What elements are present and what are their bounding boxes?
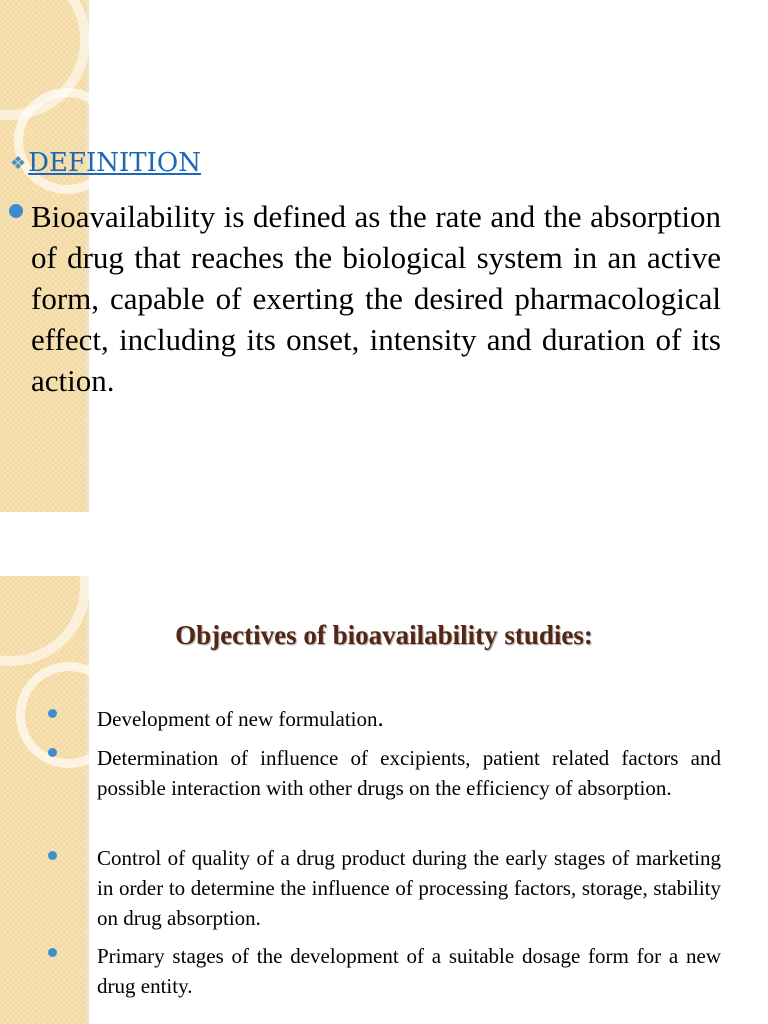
objective-period: .	[377, 705, 384, 732]
round-bullet-icon	[48, 748, 57, 757]
objectives-list	[0, 576, 768, 1024]
objectives-slide	[0, 576, 768, 1024]
objective-text: Primary stages of the development of a suitable dosage form for a new drug entity.	[97, 944, 721, 998]
diamond-bullet-icon: ❖	[10, 153, 27, 173]
round-bullet-icon	[9, 204, 23, 218]
round-bullet-icon	[48, 709, 57, 718]
definition-text: Bioavailability is defined as the rate and the absorption of drug that reaches the biological system in an active form, capable of exerting the desired pharmacological effect, including its onset, intensity and duration of its action.	[31, 199, 721, 398]
objective-text: Determination of influence of excipients, patient related factors and possible interaction with other drugs on the efficiency of absorption.	[97, 746, 721, 800]
definition-link[interactable]: DEFINITION	[28, 148, 201, 178]
round-bullet-icon	[48, 948, 57, 957]
objective-text: Development of new formulation	[97, 707, 378, 731]
definition-heading	[10, 150, 201, 176]
objective-text: Control of quality of a drug product during the early stages of marketing in order to determine the influence of processing factors, storage, stability on drug absorption.	[97, 846, 721, 930]
round-bullet-icon	[48, 851, 57, 860]
objectives-title: Objectives of bioavailability studies:	[175, 620, 593, 650]
